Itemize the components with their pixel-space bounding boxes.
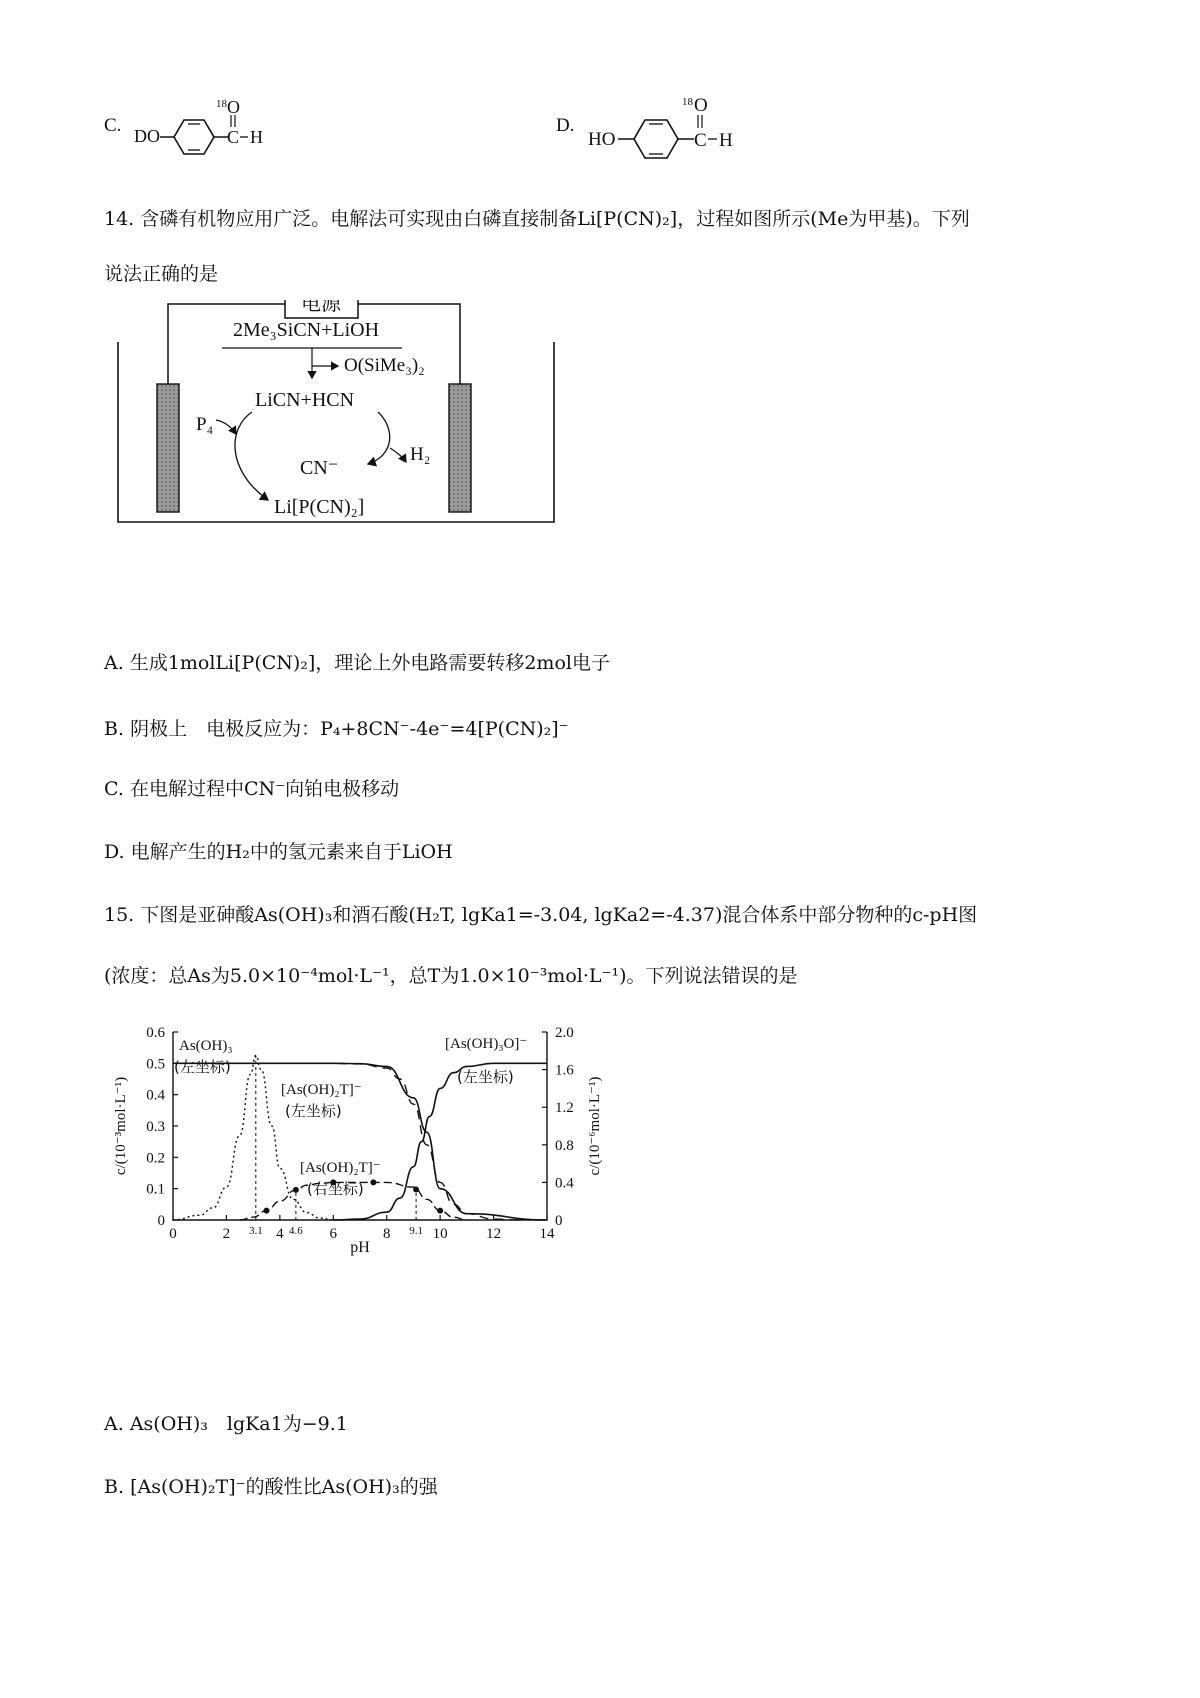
stem-text: 说法正确的是: [104, 263, 219, 285]
wire-left: [168, 304, 285, 384]
hydrogen-label: H: [719, 130, 733, 151]
annotation-asoh3: As(OH)₃: [179, 1038, 233, 1054]
option-text: [As(OH)₂T]⁻的酸性比As(OH)₃的强: [130, 1476, 438, 1498]
annotation-right-axis: (右坐标): [307, 1180, 364, 1198]
c-ph-chart-svg: [100, 1020, 680, 1380]
annotation-left-axis-2: (左坐标): [285, 1102, 342, 1120]
oxygen-label: O: [694, 95, 708, 116]
q14-stem-line1: [104, 207, 970, 231]
series-marker: [437, 1208, 443, 1214]
option-letter: C.: [104, 115, 122, 136]
option-letter: D.: [104, 841, 125, 863]
q13-structure-d: [556, 95, 786, 165]
marked-x-label: 4.6: [289, 1225, 303, 1237]
oxygen-label: O: [227, 97, 240, 117]
product-label: Li[P(CN)₂]: [274, 496, 365, 518]
y-right-tick-label: 0: [555, 1213, 563, 1229]
stem-formula: Li[P(CN)₂]: [577, 208, 678, 230]
option-letter: B.: [104, 1476, 125, 1498]
series-marker: [293, 1187, 299, 1193]
h2-label: H₂: [410, 444, 431, 465]
x-tick-label: 2: [222, 1226, 231, 1242]
x-tick-label: 10: [432, 1226, 448, 1242]
question-number: 15.: [104, 904, 135, 926]
c-ph-chart: [100, 1020, 680, 1380]
y-right-tick-label: 0.4: [555, 1175, 574, 1192]
isotope-label: 18: [682, 96, 693, 108]
series-marker: [264, 1208, 270, 1214]
y-right-tick-label: 0.8: [555, 1137, 574, 1154]
annotation-left-axis-1: (左坐标): [174, 1058, 231, 1076]
y-left-tick-label: 0.5: [146, 1056, 165, 1073]
carbon-label: C: [227, 127, 240, 147]
q15-option-b[interactable]: [104, 1475, 438, 1499]
power-source-label: 电源: [301, 300, 341, 315]
q14-option-a[interactable]: [104, 651, 610, 675]
annotation-asoh2t-right: [As(OH)₂T]⁻: [300, 1160, 381, 1176]
series-marker: [370, 1179, 376, 1185]
q13-structure-c: [104, 95, 304, 165]
electrolysis-diagram: [100, 300, 570, 550]
y-left-tick-label: 0.3: [146, 1119, 165, 1135]
option-letter: A.: [104, 652, 124, 674]
y-right-tick-label: 2.0: [555, 1025, 574, 1041]
y-left-tick-label: 0.1: [146, 1181, 165, 1198]
x-tick-label: 14: [539, 1226, 555, 1242]
y-right-axis-label: c/(10⁻⁶mol·L⁻¹): [587, 1076, 603, 1176]
substituent-label: HO: [588, 129, 616, 150]
right-electrode: [449, 384, 471, 512]
stem-text: 下图是亚砷酸As(OH)₃和酒石酸(H₂T, lgKa1=-3.04, lgKa2=-4.37)混合体系中部分物种的c-pH图: [140, 904, 978, 926]
x-tick-label: 0: [169, 1226, 177, 1242]
y-left-tick-label: 0.4: [146, 1087, 165, 1104]
option-text: 生成1molLi[P(CN)₂]，理论上外电路需要转移2mol电子: [129, 652, 610, 674]
intermediate-label: LiCN+HCN: [255, 389, 355, 411]
option-letter: D.: [556, 115, 575, 136]
annotation-left-axis-3: (左坐标): [457, 1068, 514, 1086]
annotation-asoh3o: [As(OH)₃O]⁻: [445, 1036, 528, 1052]
series-marker: [413, 1187, 419, 1193]
q14-option-d[interactable]: [104, 840, 453, 864]
y-right-tick-label: 1.6: [555, 1062, 574, 1079]
stem-text-continued: ，过程如图所示(Me为甲基)。下列: [677, 208, 970, 230]
y-right-tick-label: 1.2: [555, 1100, 574, 1117]
question-number: 14.: [104, 208, 135, 230]
marked-x-label: 9.1: [409, 1225, 423, 1237]
q15-stem-line1: [104, 903, 977, 927]
cyanide-label: CN⁻: [300, 457, 339, 479]
x-tick-label: 4: [276, 1226, 284, 1242]
q14-stem-line2: [104, 262, 218, 286]
stem-text: (浓度：总As为5.0×10⁻⁴mol·L⁻¹，总T为1.0×10⁻³mol·L⁻¹)。下列说法错误的是: [104, 965, 798, 987]
y-left-axis-label: c/(10⁻³mol·L⁻¹): [113, 1076, 129, 1176]
option-text: 阴极上 电极反应为：P₄+8CN⁻-4e⁻=4[P(CN)₂]⁻: [130, 718, 569, 740]
option-letter: C.: [104, 778, 124, 800]
option-text: 电解产生的H₂中的氢元素来自于LiOH: [130, 841, 453, 863]
annotation-asoh2t-left: [As(OH)₂T]⁻: [281, 1082, 362, 1098]
electrolysis-diagram-svg: [100, 300, 570, 550]
q15-stem-line2: [104, 964, 798, 988]
q15-option-a[interactable]: [104, 1412, 348, 1436]
option-text: As(OH)₃ lgKa1为−9.1: [129, 1413, 348, 1435]
p4-label: P₄: [196, 414, 214, 435]
x-tick-label: 8: [382, 1226, 391, 1242]
series-line-1: [333, 1063, 547, 1220]
y-left-tick-label: 0.6: [146, 1025, 165, 1041]
x-axis-label: pH: [350, 1239, 370, 1256]
left-electrode: [157, 384, 179, 512]
substituent-label: DO: [134, 126, 160, 146]
byproduct-label: O(SiMe₃)₂: [344, 355, 425, 376]
q13-option-d: [556, 95, 786, 165]
marked-x-label: 3.1: [248, 1225, 263, 1237]
q13-option-c: [104, 95, 304, 165]
q14-option-c[interactable]: [104, 777, 399, 801]
option-text: 在电解过程中CN⁻向铂电极移动: [129, 778, 400, 800]
reactants-label: 2Me₃SiCN+LiOH: [233, 319, 380, 341]
x-tick-label: 6: [329, 1226, 338, 1242]
x-tick-label: 12: [486, 1226, 502, 1242]
q14-option-b[interactable]: [104, 717, 569, 741]
option-letter: B.: [104, 718, 125, 740]
electrolytic-cell: [118, 342, 554, 522]
hydrogen-label: H: [250, 127, 263, 147]
y-left-tick-label: 0.2: [146, 1150, 165, 1167]
isotope-label: 18: [216, 98, 227, 110]
y-left-tick-label: 0: [157, 1213, 165, 1229]
carbon-label: C: [694, 130, 707, 151]
stem-text: 含磷有机物应用广泛。电解法可实现由白磷直接制备: [140, 208, 578, 230]
option-letter: A.: [104, 1413, 124, 1435]
